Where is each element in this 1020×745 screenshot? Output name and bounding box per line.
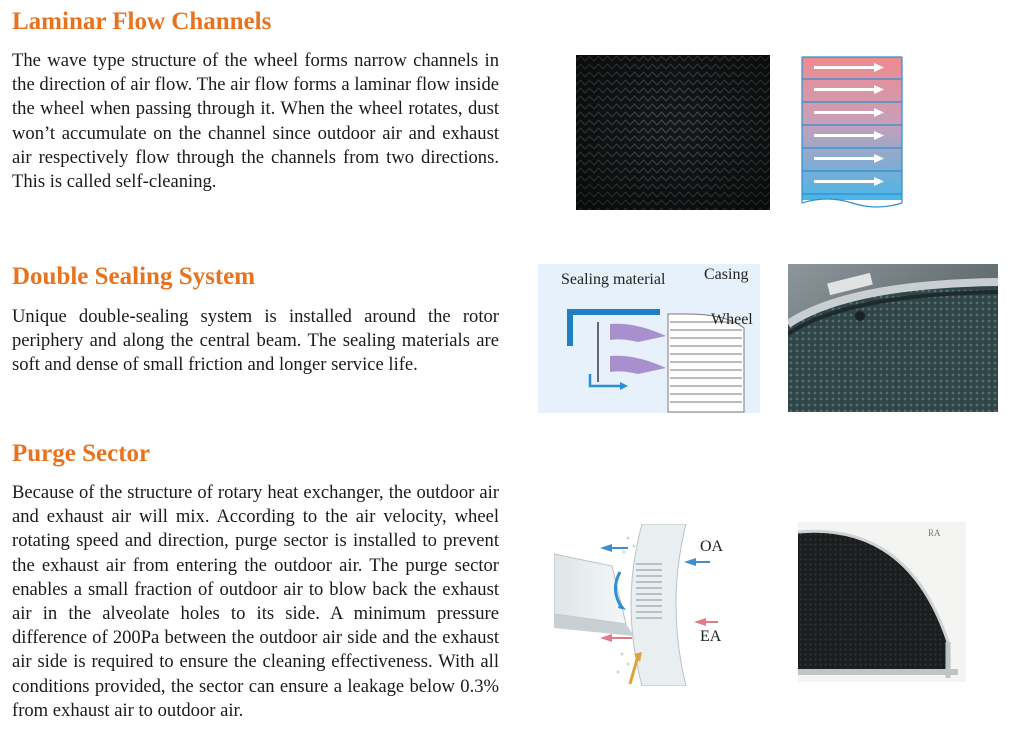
honeycomb-texture-photo <box>576 55 770 210</box>
label-casing: Casing <box>704 266 749 283</box>
section-title-purge-sector: Purge Sector <box>12 440 151 467</box>
label-sealing-material: Sealing material <box>561 271 666 288</box>
label-oa: OA <box>700 538 724 555</box>
label-ea: EA <box>700 628 722 645</box>
label-wheel: Wheel <box>711 311 753 328</box>
laminar-flow-channels-diagram <box>800 55 904 210</box>
double-sealing-diagram <box>538 264 760 413</box>
section-body-laminar-flow: The wave type structure of the wheel forms narrow channels in the direction of air flow. The air flow forms a laminar flow inside the wheel when passing through it. When the wheel rotates, dust won’t accumulate on the channel since outdoor air and exhaust air respectively flow through the channels from two directions. This is called self-cleaning. <box>12 50 499 193</box>
section-title-laminar-flow: Laminar Flow Channels <box>12 8 272 35</box>
purge-sector-photo <box>798 522 966 682</box>
section-title-double-sealing: Double Sealing System <box>12 263 256 290</box>
purge-sector-diagram <box>554 524 754 686</box>
section-body-purge-sector: Because of the structure of rotary heat exchanger, the outdoor air and exhaust air will mix. According to the air velocity, wheel rotating speed and direction, purge sector is installed to prevent the exhaust air from entering the outdoor air. The purge sector enables a small fraction of outdoor air to blow back the exhaust air in the alveolate holes to its side. A minimum pressure difference of 200Pa between the outdoor air side and the exhaust air side is required to ensure the cleaning effectiveness. With all conditions provided, the sector can ensure a leakage below 0.3% from exhaust air to outdoor air. <box>12 482 499 721</box>
label-ra: RA <box>928 528 941 538</box>
section-body-double-sealing: Unique double-sealing system is installed around the rotor periphery and along the central beam. The sealing materials are soft and dense of small friction and longer service life. <box>12 306 499 376</box>
sealing-closeup-photo <box>788 264 998 412</box>
